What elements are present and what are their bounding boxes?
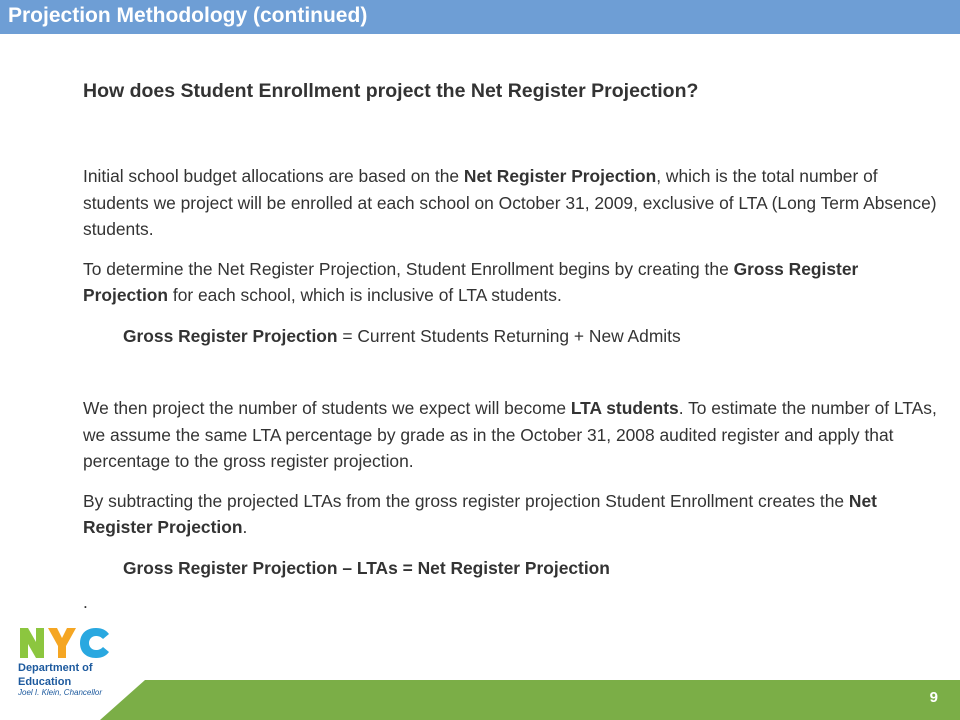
page-number: 9	[929, 689, 938, 706]
slide-title: Projection Methodology (continued)	[8, 4, 368, 27]
bold-term: Gross Register Projection	[83, 258, 859, 305]
logo-line3: Joel I. Klein, Chancellor	[18, 688, 103, 697]
logo-line2: Education	[18, 676, 72, 688]
paragraph-net-register	[83, 163, 948, 243]
logo-line1: Department of	[18, 662, 93, 674]
bold-term: Net Register Projection	[83, 490, 877, 537]
bold-term: LTA students	[570, 398, 679, 418]
footer-bar	[100, 680, 960, 720]
header-bar	[0, 0, 960, 34]
trailing-dot: .	[83, 592, 88, 612]
paragraph-lta	[83, 395, 948, 475]
text: Initial school budget allocations are based on the	[83, 166, 464, 186]
text: = Current Students Returning + New Admits	[337, 325, 681, 346]
text: We then project the number of students we expect will become	[83, 398, 571, 418]
nyc-doe-logo	[18, 626, 118, 698]
formula-net-register: Gross Register Projection – LTAs = Net Register Projection	[123, 557, 610, 578]
text: By subtracting the projected LTAs from the gross register projection Student Enrollment creates the	[83, 490, 849, 511]
slide-body	[83, 163, 948, 616]
question-heading: How does Student Enrollment project the Net Register Projection?	[83, 80, 699, 102]
formula-gross-register	[83, 323, 948, 350]
text: . To estimate the number of LTAs, we assume the same LTA percentage by grade as in the October 31, 2008 audited register and apply that percentage to the gross register projection.	[83, 398, 937, 471]
text: To determine the Net Register Projection, Student Enrollment begins by creating the	[83, 258, 734, 279]
text: , which is the total number of students we project will be enrolled at each school on October 31, 2009, exclusive of LTA (Long Term Absence) students.	[83, 166, 937, 239]
bold-term: Net Register Projection	[463, 166, 657, 186]
text: for each school, which is inclusive of LTA students.	[168, 285, 562, 305]
nyc-logo-icon	[18, 626, 114, 660]
paragraph-subtracting	[83, 488, 948, 541]
text: .	[242, 517, 248, 537]
paragraph-gross-register	[83, 256, 948, 309]
bold-term: Gross Register Projection	[123, 325, 338, 346]
